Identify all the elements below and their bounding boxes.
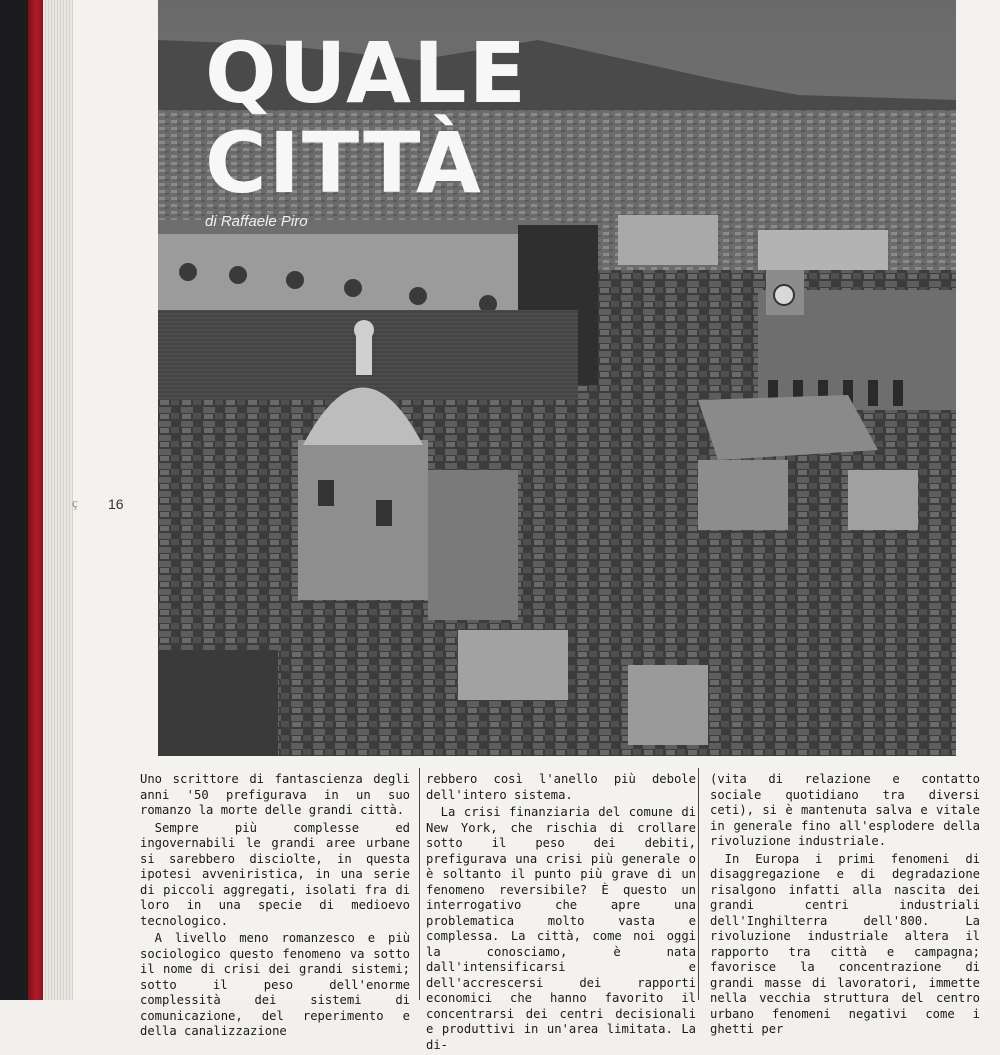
title-line-2: CITTÀ: [205, 114, 483, 212]
paragraph: Sempre più complesse ed ingovernabili le grandi aree urbane si sarebbero disciolte, in questa ipotesi avveniristica, in una serie di piccoli aggregati, isolati fra di loro in una specie di medioevo tecnologico.: [140, 820, 410, 928]
paragraph: La crisi finanziaria del comune di New York, che rischia di crollare sotto il peso dei debiti, prefigurava una crisi più generale o è soltanto il punto più grave di un fenomeno reversibile? È questo un interrogativo che apre una problematica molto vasta e complessa. La città, come noi oggi la conosciamo, è nata dall'intensificarsi e dell'accrescersi dei rapporti economici che hanno favorito il concentrarsi dei centri decisionali e produttivi in un'area limitata. La di-: [426, 805, 696, 1052]
page-edges: [43, 0, 73, 1000]
paragraph: (vita di relazione e contatto sociale quotidiano tra diversi ceti), si è mantenuta salva e vitale in generale fino all'esplodere della rivoluzione industriale.: [710, 772, 980, 848]
margin-mark: ç: [72, 495, 78, 510]
book-spine-red: [28, 0, 43, 1000]
text-column-1: [140, 772, 410, 1042]
column-divider: [419, 768, 420, 1000]
paragraph: Uno scrittore di fantascienza degli anni '50 prefigurava in un suo romanzo la morte delle grandi città.: [140, 772, 410, 817]
paragraph: In Europa i primi fenomeni di disaggregazione e di degradazione risalgono infatti alla nascita dei grandi centri industriali dell'Inghilterra dell'800. La rivoluzione industriale altera il rapporto tra città e campagna; favorisce la concentrazione di grandi masse di lavoratori, immette nella vecchia struttura del centro urbano fenomeni negativi come i ghetti per: [710, 851, 980, 1036]
article-author: di Raffaele Piro: [205, 213, 308, 230]
title-line-1: QUALE: [205, 24, 528, 122]
text-column-3: [710, 772, 980, 1040]
column-divider: [698, 768, 699, 1000]
page-number: 16: [108, 496, 124, 512]
paragraph: A livello meno romanzesco e più sociologico questo fenomeno va sotto il nome di crisi dei grandi sistemi; sotto il peso dell'enorme complessità dei sistemi di comunicazione, del reperimento e della canalizzazione: [140, 931, 410, 1038]
article-title: [205, 24, 528, 212]
text-column-2: [426, 772, 696, 1055]
book-binding: [0, 0, 28, 1000]
paragraph: rebbero così l'anello più debole dell'intero sistema.: [426, 772, 696, 802]
